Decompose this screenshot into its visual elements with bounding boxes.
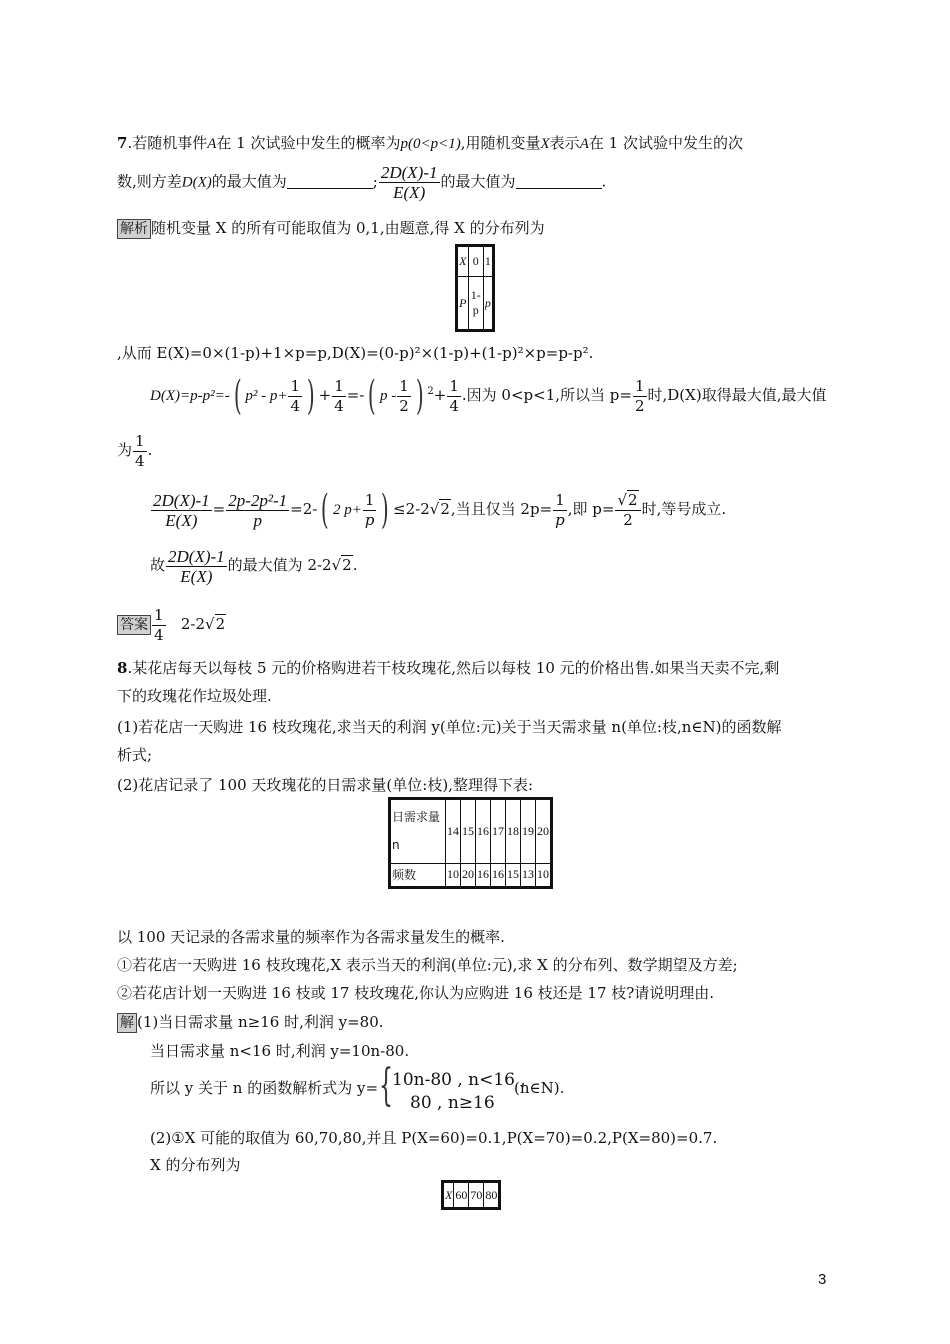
den: E(X)	[180, 566, 213, 586]
d-text-c: .因为 0<p<1,所以当 p=	[461, 386, 632, 404]
sol8-l3b: (n∈N).	[514, 1079, 565, 1097]
cell: 15	[461, 799, 476, 864]
cell: 1-p	[468, 277, 483, 331]
frac-quarter-3	[447, 377, 461, 416]
sol7-expect-line: ,从而 E(X)=0×(1-p)+1×p=p,D(X)=(0-p)²×(1-p)+(1-p)²×p=p-p².	[117, 344, 594, 362]
q7-line-2	[117, 163, 606, 202]
answer-blank-2[interactable]	[516, 174, 602, 189]
cell: p	[483, 277, 493, 331]
num: 1	[634, 376, 645, 395]
frac-quarter	[288, 377, 302, 416]
ratio-tail-a: ,当且仅当 2p=	[450, 500, 553, 518]
cell: 10	[446, 863, 461, 887]
d-text-d: 时,D(X)取得最大值,最大值	[647, 386, 827, 404]
frac-num: 2D(X)-1	[380, 163, 438, 182]
sol7-max-line	[117, 430, 152, 471]
num: 1	[449, 376, 459, 395]
var-DX: D(X)	[181, 174, 212, 191]
frac-half-2	[633, 377, 647, 416]
sol8-line-5: X 的分布列为	[150, 1156, 241, 1174]
cell: P	[457, 277, 469, 331]
sol8-line-4: (2)①X 可能的取值为 60,70,80,并且 P(X=60)=0.1,P(X=70)=0.2,P(X=80)=0.7.	[150, 1129, 718, 1147]
analysis-tag: 解析	[117, 219, 151, 239]
var-X: X	[540, 136, 550, 152]
paren-close: )	[306, 373, 315, 419]
ans7-line: 答案 $\frac{1}{4}$ 2-2√2	[117, 604, 226, 645]
cell: 10	[536, 863, 552, 887]
answer-tag: 答案	[117, 615, 151, 635]
paren-open-3: (	[321, 487, 330, 533]
q7-number: 7	[117, 134, 128, 152]
sqrt2: 2	[440, 500, 450, 518]
demand-row	[390, 799, 552, 864]
den: 4	[154, 625, 164, 644]
frac-sqrt2-over-2	[615, 491, 640, 530]
sol8-line-3	[150, 1078, 378, 1098]
den: p	[364, 510, 375, 529]
sol8-l3a: 所以 y 关于 n 的函数解析式为 y=	[150, 1079, 379, 1097]
q7-text-7: 的最大值为	[211, 172, 287, 191]
piecewise-case-2: 80 , n≥16	[410, 1093, 495, 1113]
sqrt2-d: 2	[215, 615, 226, 633]
ratio-eq: =2-	[290, 500, 318, 518]
num: 1	[154, 605, 164, 624]
den: 2	[623, 510, 633, 529]
frac-1-over-p-2	[553, 491, 567, 530]
answer-blank-1[interactable]	[287, 174, 373, 189]
solution-tag: 解	[117, 1013, 137, 1033]
q7-text-1: .若随机事件	[127, 134, 208, 152]
cell: 17	[491, 799, 506, 864]
frac-quarter-4	[133, 432, 147, 471]
cell: 20	[536, 799, 552, 864]
q7-sep: ;	[372, 172, 378, 191]
cell: 1	[483, 246, 493, 277]
cell: 80	[484, 1182, 500, 1209]
freq-label: 频数	[390, 863, 446, 887]
cell: 0	[468, 246, 483, 277]
num: 2p-2p²-1	[228, 490, 288, 510]
q8-line-1	[117, 658, 779, 678]
ratio-lhs	[151, 491, 212, 530]
cell: 14	[446, 799, 461, 864]
page-number: 3	[818, 1271, 827, 1288]
conclude-end: .	[352, 556, 358, 574]
num: 2D(X)-1	[153, 490, 210, 510]
sqrt2-c: 2	[342, 556, 352, 574]
q7-text-4: 表示	[549, 134, 580, 152]
p-range: p(0<p<1)	[400, 136, 461, 152]
cell: 16	[491, 863, 506, 887]
q7-fraction	[379, 163, 440, 202]
cell: 18	[506, 799, 521, 864]
dist-table-2	[441, 1180, 501, 1210]
d-text-b: =-	[346, 386, 365, 404]
dist2-row	[443, 1182, 500, 1209]
paren-close-3: )	[381, 487, 390, 533]
q8-line-6: 以 100 天记录的各需求量的频率作为各需求量发生的概率.	[117, 928, 505, 946]
q8-line-5: (2)花店记录了 100 天玫瑰花的日需求量(单位:枝),整理得下表:	[117, 776, 533, 794]
frac-den: E(X)	[393, 183, 426, 202]
sol8-line-1	[117, 1012, 384, 1033]
demand-table	[388, 797, 553, 889]
den: 4	[449, 396, 459, 415]
den: p	[253, 510, 262, 530]
ratio-mid	[226, 491, 289, 530]
sol7-intro-text: 随机变量 X 的所有可能取值为 0,1,由题意,得 X 的分布列为	[151, 219, 545, 237]
d-text-a: D(X)=p-p²=-	[150, 388, 230, 404]
cell: X	[443, 1182, 454, 1209]
num: 1	[290, 376, 300, 395]
den: 4	[290, 396, 300, 415]
q8-line-8: ②若花店计划一天购进 16 枝或 17 枝玫瑰花,你认为应购进 16 枝还是 17 枝?请说明理由.	[117, 984, 715, 1002]
q8-line-4: 析式;	[117, 746, 153, 764]
den: 2	[634, 396, 645, 415]
sol8-line-2: 当日需求量 n<16 时,利润 y=10n-80.	[150, 1042, 410, 1060]
paren-open-2: (	[368, 373, 377, 419]
ratio-tail-c: 时,等号成立.	[641, 500, 727, 518]
paren-open: (	[233, 373, 242, 419]
sol7-ratio-line: $\frac{2D(X)-1}{E(X)}$ = $\frac{\text{2p-2p²-1}}{p}$ =2-( 2 p+ $\frac{1}{p}$ ) ≤2-2√2,当且仅当 2p= $\frac{1}{p}$ ,即 p= $\frac{√2}{2}$ 时,等号成立.	[153, 487, 727, 533]
frac-quarter-2	[332, 377, 346, 416]
den: 2	[399, 396, 409, 415]
q8-line-3: (1)若花店一天购进 16 枝玫瑰花,求当天的利润 y(单位:元)关于当天需求量 n(单位:枝,n∈N)的函数解	[117, 718, 782, 736]
num: 1	[553, 491, 567, 511]
d-inner: p² - p+	[245, 388, 288, 404]
wei-end: .	[147, 441, 153, 459]
cell: X	[457, 246, 469, 277]
den: E(X)	[165, 510, 198, 530]
cell: 19	[521, 799, 536, 864]
q7-line-1	[117, 133, 743, 154]
dist-row	[457, 277, 494, 331]
den: p	[555, 510, 565, 529]
freq-row	[390, 863, 552, 887]
cell: 13	[521, 863, 536, 887]
paren-close-2: )	[415, 373, 424, 419]
q8-text-1: .某花店每天以每枝 5 元的价格购进若干枝玫瑰花,然后以每枝 10 元的价格出售.如果当天卖不完,剩	[127, 659, 780, 677]
cell: 16	[476, 799, 491, 864]
conclude-a: 故	[150, 556, 166, 574]
ratio-leq: ≤2-2	[393, 500, 430, 518]
num: 1	[399, 376, 409, 395]
cell: 60	[454, 1182, 469, 1209]
frac-1-over-p	[363, 491, 377, 530]
q8-line-2: 下的玫瑰花作垃圾处理.	[117, 687, 272, 705]
sol7-intro	[117, 218, 545, 239]
cell: 20	[461, 863, 476, 887]
cell: 16	[476, 863, 491, 887]
var-A-2: A	[579, 136, 589, 152]
cell: 70	[469, 1182, 484, 1209]
sol8-l1: (1)当日需求量 n≥16 时,利润 y=80.	[137, 1013, 384, 1031]
ratio-tail-b: ,即 p=	[567, 500, 615, 518]
frac-half	[397, 377, 411, 416]
num: 1	[334, 376, 344, 395]
q7-text-8: 的最大值为	[440, 172, 516, 191]
q7-end: .	[601, 172, 607, 191]
sol7-conclude: 故 $\frac{2D(X)-1}{E(X)}$ 的最大值为 2-2√2.	[150, 546, 358, 586]
conclude-b: 的最大值为 2-2	[227, 556, 332, 574]
ans-second: 2-2	[180, 615, 206, 633]
ratio-inner: 2 p+	[332, 502, 362, 518]
sqrt2-b: 2	[628, 490, 638, 509]
dist-row	[457, 246, 494, 277]
den: 4	[334, 396, 344, 415]
q7-text-6: 数,则方差	[117, 172, 182, 191]
num: 2D(X)-1	[168, 546, 225, 566]
sol7-d-line: D(X)=p-p²=-( p² - p+ $\frac{1}{4}$ ) + $\frac{1}{4}$ =-( p - $\frac{1}{2}$ ) $^2$+ $\frac{1}{4}$ .因为 0<p<1,所以当 p= $\frac{1}{2}$ 时,D(X)取得最大值,最大值	[150, 373, 827, 419]
q7-text-3: ,用随机变量	[460, 134, 541, 152]
piecewise-brace: {	[379, 1060, 393, 1111]
piecewise-case-1: 10n-80 , n<16 ,	[392, 1070, 526, 1090]
q7-text-2: 在 1 次试验中发生的概率为	[216, 134, 401, 152]
den: 4	[135, 451, 145, 470]
ans-frac	[152, 606, 166, 645]
var-A: A	[207, 136, 217, 152]
cell: 15	[506, 863, 521, 887]
num: 1	[135, 431, 145, 450]
dist-table-1	[455, 244, 495, 332]
d-inner-2: p -	[379, 388, 397, 404]
num: √2	[615, 491, 640, 511]
conclude-frac	[166, 547, 227, 586]
q7-text-5: 在 1 次试验中发生的次	[588, 134, 743, 152]
demand-label: 日需求量 n	[390, 799, 446, 864]
q8-line-7: ①若花店一天购进 16 枝玫瑰花,X 表示当天的利润(单位:元),求 X 的分布列、数学期望及方差;	[117, 956, 738, 974]
wei: 为	[117, 441, 133, 459]
q8-number: 8	[117, 659, 128, 677]
num: 1	[363, 491, 377, 511]
